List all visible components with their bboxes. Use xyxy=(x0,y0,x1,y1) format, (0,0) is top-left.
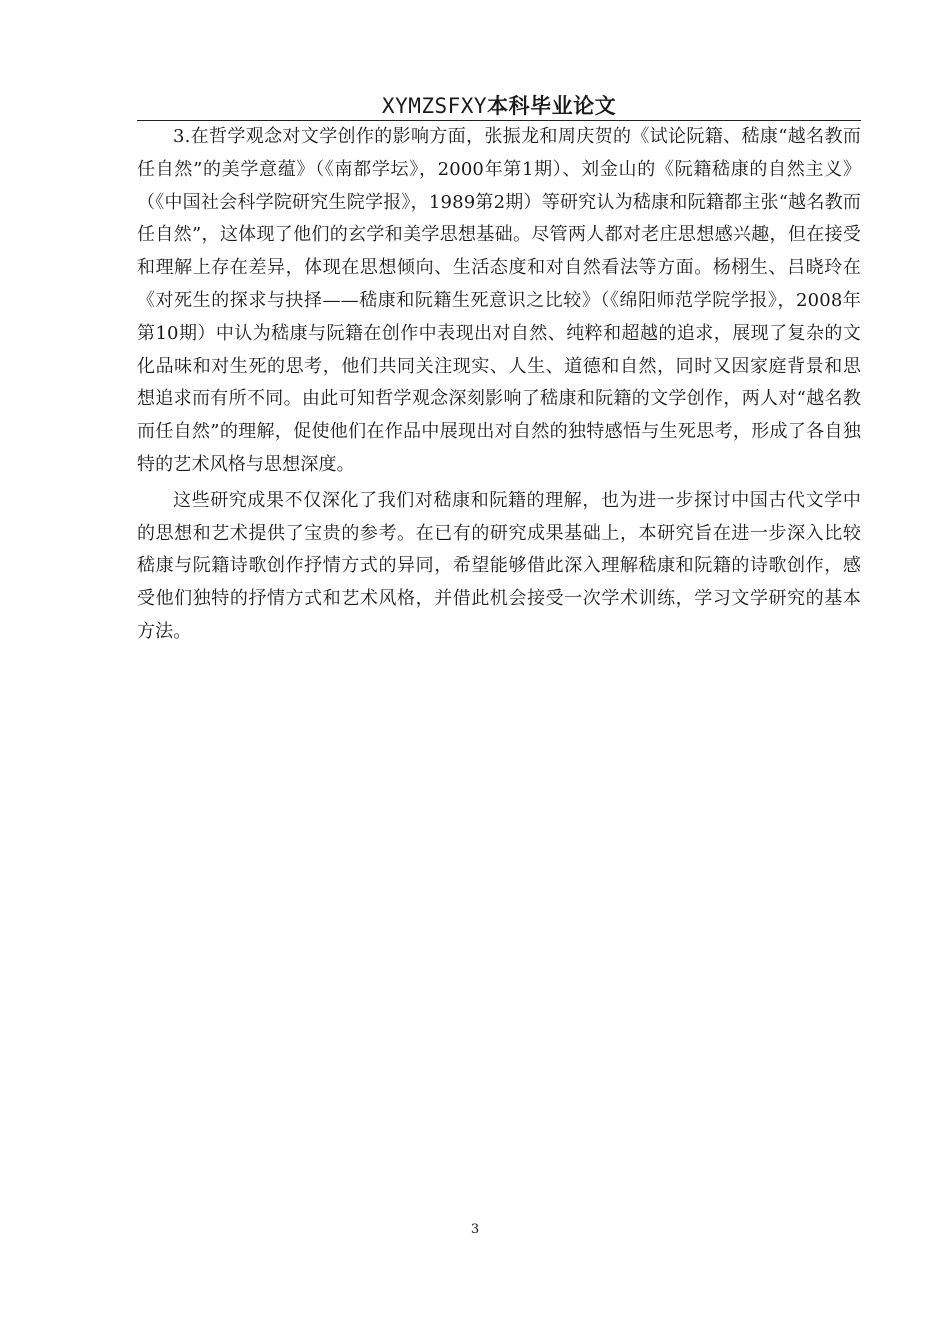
page-header xyxy=(137,92,861,120)
paragraph: 3.在哲学观念对文学创作的影响方面，张振龙和周庆贺的《试论阮籍、嵇康“越名教而任自然”的美学意蕴》（《南都学坛》，2000年第1期）、刘金山的《阮籍嵇康的自然主义》（《中国社会科学院研究生院学报》，1989第2期）等研究认为嵇康和阮籍都主张“越名教而任自然”，这体现了他们的玄学和美学思想基础。尽管两人都对老庄思想感兴趣，但在接受和理解上存在差异，体现在思想倾向、生活态度和对自然看法等方面。杨栩生、吕晓玲在《对死生的探求与抉择——嵇康和阮籍生死意识之比较》（《绵阳师范学院学报》，2008年第10期）中认为嵇康与阮籍在创作中表现出对自然、纯粹和超越的追求，展现了复杂的文化品味和对生死的思考，他们共同关注现实、人生、道德和自然，同时又因家庭背景和思想追求而有所不同。由此可知哲学观念深刻影响了嵇康和阮籍的文学创作，两人对“越名教而任自然”的理解，促使他们在作品中展现出对自然的独特感悟与生死思考，形成了各自独特的艺术风格与思想深度。 xyxy=(137,126,861,475)
page-number: 3 xyxy=(470,1222,480,1237)
body-text xyxy=(137,121,861,649)
paragraph: 这些研究成果不仅深化了我们对嵇康和阮籍的理解，也为进一步探讨中国古代文学中的思想和艺术提供了宝贵的参考。在已有的研究成果基础上，本研究旨在进一步深入比较嵇康与阮籍诗歌创作抒情方式的异同，希望能够借此深入理解嵇康和阮籍的诗歌创作，感受他们独特的抒情方式和艺术风格，并借此机会接受一次学术训练，学习文学研究的基本方法。 xyxy=(137,489,861,642)
header-code: XYMZSFXY xyxy=(381,94,488,118)
header-title: 本科毕业论文 xyxy=(487,94,617,118)
